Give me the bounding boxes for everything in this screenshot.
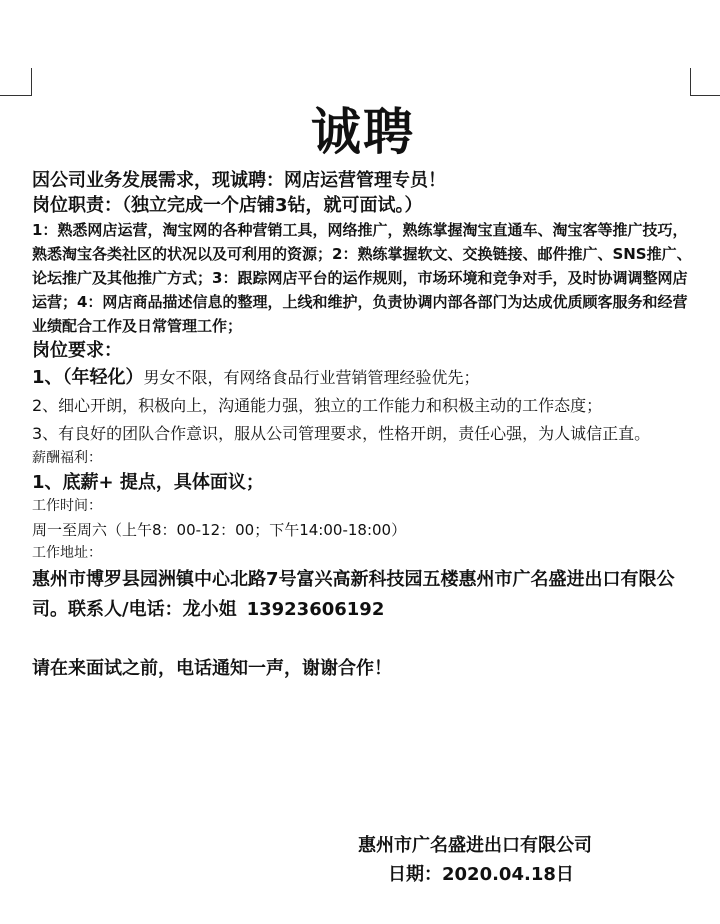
duties-heading: 岗位职责：（独立完成一个店铺3钻，就可面试。）	[32, 195, 423, 216]
salary-text: 1、底薪+ 提点，具体面议；	[32, 472, 264, 493]
interview-notice: 请在来面试之前，电话通知一声，谢谢合作！	[32, 658, 392, 679]
contact-phone: 13923606192	[246, 599, 385, 620]
requirement-item-1-prefix: 1、（年轻化）	[32, 367, 144, 388]
duties-body: 1：熟悉网店运营，淘宝网的各种营销工具，网络推广，熟练掌握淘宝直通车、淘宝客等推广技巧，熟悉淘宝各类社区的状况以及可利用的资源；2：熟练掌握软文、交换链接、邮件推广、SNS推广、论坛推广及其他推广方式；3：跟踪网店平台的运作规则，市场环境和竞争对手，及时协调调整网店运营；4：网店商品描述信息的整理，上线和维护，负责协调内部各部门为达成优质顾客服务和经营业绩配合工作及日常管理工作；	[32, 221, 692, 335]
footer-company: 惠州市广名盛进出口有限公司	[358, 835, 592, 856]
address-line: 惠州市博罗县园洲镇中心北路7号富兴高新科技园五楼惠州市广名盛进出口有限公司。联系人/电话：龙小姐	[32, 569, 675, 620]
intro-line: 因公司业务发展需求，现诚聘：网店运营管理专员！	[32, 170, 446, 191]
crop-mark-top-left	[0, 68, 32, 96]
document-body	[32, 100, 694, 683]
hours-text: 周一至周六（上午8：00-12：00；下午14:00-18:00）	[32, 521, 407, 539]
address-heading: 工作地址：	[32, 545, 102, 561]
requirement-item-3: 3、有良好的团队合作意识，服从公司管理要求，性格开朗，责任心强，为人诚信正直。	[32, 424, 651, 443]
page-title: 诚聘	[311, 103, 415, 161]
requirement-item-1	[32, 365, 694, 391]
crop-mark-top-right	[690, 68, 720, 96]
requirements-heading: 岗位要求：	[32, 340, 122, 361]
address-text	[32, 565, 694, 625]
salary-heading: 薪酬福利：	[32, 450, 102, 466]
footer-date: 日期：2020.04.18日	[388, 864, 574, 885]
hours-heading: 工作时间：	[32, 498, 102, 514]
requirement-item-1-text: 男女不限，有网络食品行业营销管理经验优先；	[143, 368, 480, 387]
requirement-item-2: 2、细心开朗，积极向上，沟通能力强，独立的工作能力和积极主动的工作态度；	[32, 396, 603, 415]
